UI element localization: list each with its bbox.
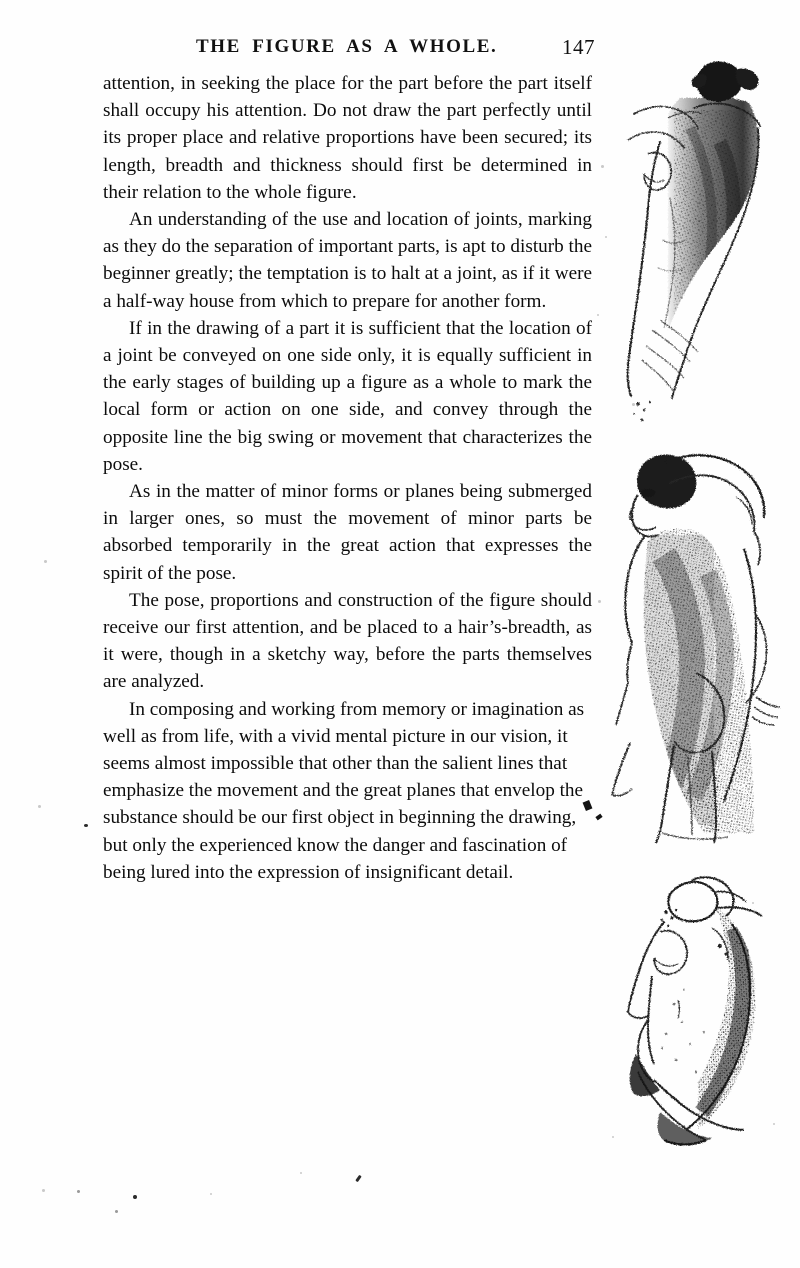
paragraph-3: If in the drawing of a part it is sufficient that the location of a joint be conveyed on one side only, it is equally sufficient in the early stages of building up a figure as a whole to mark the local form or action on one side, and convey through the opposite line the big swing or movement that characterizes the pose. — [103, 317, 592, 475]
scan-speck — [632, 403, 635, 406]
scan-speck — [598, 600, 601, 603]
scan-speck — [44, 560, 47, 563]
paragraph-4: As in the matter of minor forms or planes being submerged in larger ones, so must the movement of minor parts be absorbed temporarily in the great action that expresses the spirit of the pose. — [103, 481, 592, 584]
scan-speck — [773, 1123, 775, 1125]
scan-speck — [612, 1136, 614, 1138]
scan-speck — [355, 1175, 361, 1182]
scan-speck — [601, 165, 604, 168]
scan-speck — [133, 1195, 137, 1199]
scan-speck — [84, 824, 88, 827]
scan-speck — [38, 805, 41, 808]
scan-speck — [77, 1190, 80, 1193]
paragraph-6: In composing and working from memory or imagination as well as from life, with a vivid mental picture in our vision, it seems almost impossible that other than the salient lines that emphasize the movement and the great planes that envelop the substance should be our first object in beginning the drawing, but only the experienced know the danger and fascination of being lured into the expression of insignificant detail. — [103, 698, 585, 883]
scan-speck — [597, 314, 599, 316]
paragraph-1: attention, in seeking the place for the part before the part itself shall occupy his attention. Do not draw the part perfectly until its proper place and relative proportions have been secured; its length, breadth and thickness should first be determined in their relation to the whole figure. — [103, 73, 592, 203]
paragraph-5: The pose, proportions and construction of the figure should receive our first attention, and be placed to a hair’s-breadth, as it were, though in a sketchy way, before the parts themselves are analyzed. — [103, 589, 592, 693]
scan-speck — [115, 1210, 118, 1213]
figure-torso-standing — [608, 58, 798, 430]
scan-speck — [752, 902, 754, 904]
figure-reclining-torso — [608, 872, 798, 1162]
paragraph-2: An understanding of the use and location of joints, marking as they do the separation of important parts, is apt to disturb the beginner greatly; the temptation is to halt at a joint, as if it were a half-way house from which to prepare for another form. — [103, 209, 592, 312]
running-head — [196, 36, 596, 62]
scan-speck — [300, 1172, 302, 1174]
scan-speck — [605, 236, 607, 238]
page-number: 147 — [562, 35, 595, 59]
scan-speck — [210, 1193, 212, 1195]
figure-arm-raised — [604, 445, 800, 845]
text-column — [103, 70, 592, 886]
running-head-title: THE FIGURE AS A WHOLE. — [196, 36, 498, 57]
scan-speck — [42, 1189, 45, 1192]
scan-artifact-ink-tick — [595, 814, 602, 821]
